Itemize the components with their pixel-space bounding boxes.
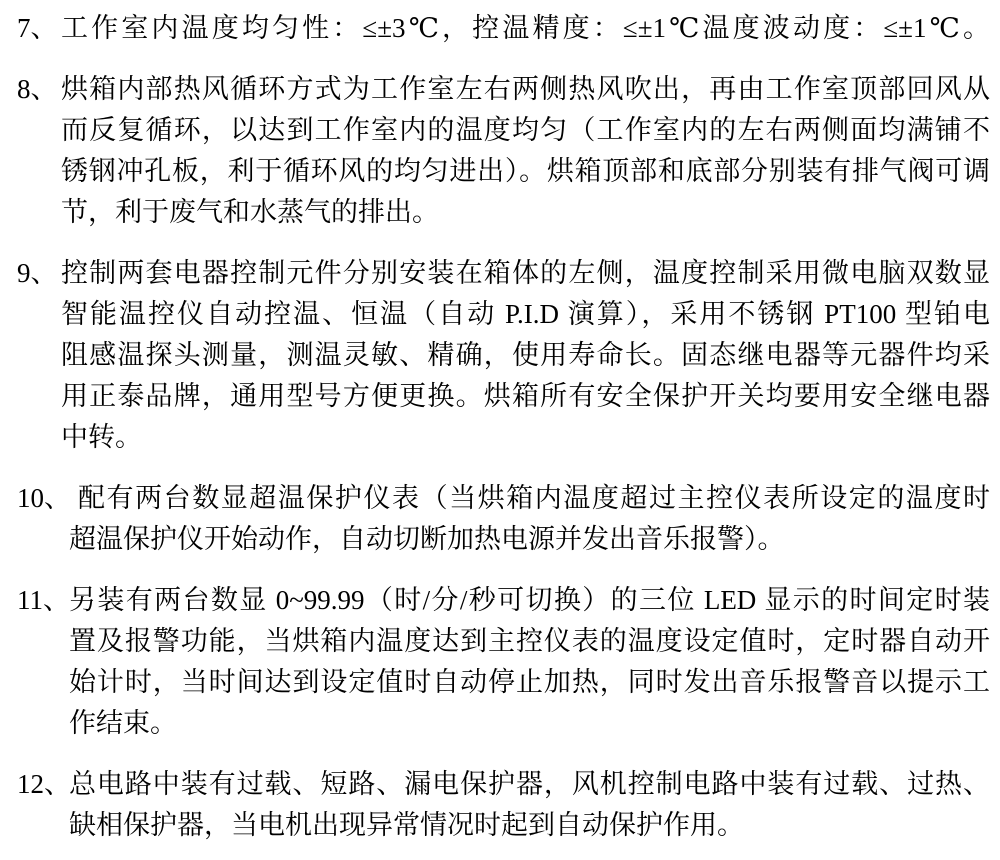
text-line: 置及报警功能，当烘箱内温度达到主控仪表的温度设定值时，定时器自动开 bbox=[69, 626, 990, 656]
item-number: 10、 bbox=[17, 483, 71, 513]
list-item-8 bbox=[17, 69, 990, 233]
text-line: 阻感温探头测量，测温灵敏、精确，使用寿命长。固态继电器等元器件均采 bbox=[61, 340, 990, 370]
text-line: 控制两套电器控制元件分别安装在箱体的左侧，温度控制采用微电脑双数显 bbox=[61, 258, 990, 288]
list-item-7 bbox=[17, 8, 990, 49]
list-item-11 bbox=[17, 580, 990, 744]
text-line: 总电路中装有过载、短路、漏电保护器，风机控制电路中装有过载、过热、 bbox=[69, 769, 990, 799]
list-item-9 bbox=[17, 253, 990, 458]
text-line: 智能温控仪自动控温、恒温（自动 P.I.D 演算），采用不锈钢 PT100 型铂电 bbox=[61, 299, 990, 329]
item-number: 12、 bbox=[17, 769, 71, 799]
text-line: 超温保护仪开始动作，自动切断加热电源并发出音乐报警）。 bbox=[69, 524, 785, 554]
text-line: 始计时，当时间达到设定值时自动停止加热，同时发出音乐报警音以提示工 bbox=[69, 667, 990, 697]
item-number: 8、 bbox=[17, 74, 58, 104]
text-line: 中转。 bbox=[61, 422, 142, 452]
item-number: 7、 bbox=[17, 13, 58, 43]
text-line: 而反复循环，以达到工作室内的温度均匀（工作室内的左右两侧面均满铺不 bbox=[61, 115, 990, 145]
text-line: 作结束。 bbox=[69, 708, 177, 738]
list-item-10 bbox=[17, 478, 990, 560]
text-line: 配有两台数显超温保护仪表（当烘箱内温度超过主控仪表所设定的温度时 bbox=[78, 483, 990, 513]
text-line: 节，利于废气和水蒸气的排出。 bbox=[61, 197, 439, 227]
list-item-12 bbox=[17, 764, 990, 846]
item-number: 11、 bbox=[17, 585, 70, 615]
text-line: 用正泰品牌，通用型号方便更换。烘箱所有安全保护开关均要用安全继电器 bbox=[61, 381, 990, 411]
text-line: 锈钢冲孔板，利于循环风的均匀进出）。烘箱顶部和底部分别装有排气阀可调 bbox=[61, 156, 990, 186]
text-line: 烘箱内部热风循环方式为工作室左右两侧热风吹出，再由工作室顶部回风从 bbox=[61, 74, 990, 104]
text-line: 缺相保护器，当电机出现异常情况时起到自动保护作用。 bbox=[69, 810, 744, 840]
text-line: 另装有两台数显 0~99.99（时/分/秒可切换）的三位 LED 显示的时间定时装 bbox=[69, 585, 990, 615]
text-line: 工作室内温度均匀性：≤±3℃，控温精度：≤±1℃温度波动度：≤±1℃。 bbox=[61, 13, 990, 43]
item-number: 9、 bbox=[17, 258, 58, 288]
